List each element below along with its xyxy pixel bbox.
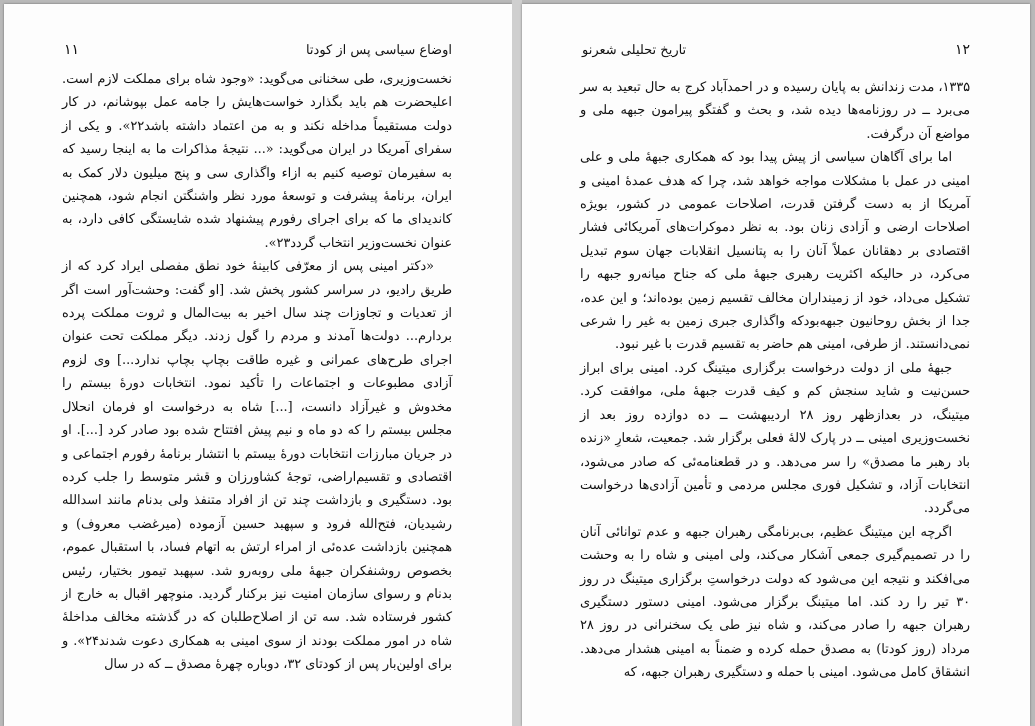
paragraph: ۱۳۳۵، مدت زندانش به پایان رسیده و در احمدآباد کرج به حال تبعید به سر می‌برد ــ در روزنامه‌ها دیده شد، و بحث و گفتگو پیرامون جبهه ملی و مواضع آن درگرفت.	[580, 80, 970, 142]
paragraph: اما برای آگاهان سیاسی از پیش پیدا بود که همکاری جبههٔ ملی و علی امینی در عمل با مشکلات مواجه خواهد شد، چرا که هدف عمدهٔ امینی و آمریکا از به دست گرفتن قدرت، اصلاحات عمومی در کشور، بویژه اصلاحات ارضی و آزادی زنان بود. به نظر دموکرات‌های آمریکائی فشار اقتصادی بر دهقانان عملاً آنان را به پتانسیل انقلابات جهان سوم تبدیل می‌کرد، در حالیکه اکثریت رهبری جبههٔ ملی که جناح میانه‌رو جبهه را تشکیل می‌داد، خود از زمینداران مخالف تقسیم زمین بوده‌اند؛ و این عده، جدا از بخش روحانیون جبهه‌بودکه واگذاری جبری زمین به غیر را شرعی نمی‌دانستند. از طرفی، امینی هم حاضر به تقسیم قدرت با غیر نبود.	[580, 150, 970, 353]
paragraph: اگرچه این میتینگ عظیم، بی‌برنامگی رهبران جبهه و عدم توانائی آنان را در تصمیم‌گیری جمعی آشکار می‌کند، ولی امینی و شاه را به وحشت می‌افکند و نتیجه این می‌شود که دولت درخواستِ برگزاری میتینگ در روز ۳۰ تیر را رد کند. اما میتینگ برگزار می‌شود. امینی دستور دستگیری رهبران جبهه را صادر می‌کند، و شاه نیز طی یک سخنرانی در روز ۲۸ مرداد (روز کودتا) به مصدق حمله کرده و ضمناً به امینی هشدار می‌دهد. انشقاق کامل می‌شود. امینی با حمله و دستگیری رهبران جبهه، که	[580, 524, 970, 681]
paragraph: نخست‌وزیری، طی سخنانی می‌گوید: «وجود شاه برای مملکت لازم است. اعلیحضرت هم باید بگذارد خواست‌هایش را جامه عمل بپوشانم، در کار دولت مستقیماً مداخله نکند و به من اعتماد داشته باشد۲۲». و یکی از سفرای آمریکا در ایران می‌گوید: «... نتیجهٔ مذاکرات ما به اینجا رسید که به سفیرمان توصیه کنیم به ازاء واگذاری سی و پنج میلیون دلار کمک به ایران، برنامهٔ پیشرفت و توسعهٔ مورد نظر واشنگتن انجام شود، همچنین کاندیدای ما که برای اجرای رفورم پیشنهاد شده شایستگی کافی دارد، به عنوان نخست‌وزیر انتخاب گردد۲۳».	[62, 72, 453, 251]
page-header	[582, 40, 970, 60]
left-page	[4, 4, 512, 726]
running-title: اوضاع سیاسی پس از کودتا	[305, 42, 452, 58]
page-gap	[512, 0, 522, 726]
page-body	[580, 76, 970, 685]
running-title: تاریخ تحلیلی شعرنو	[582, 42, 687, 58]
page-number: ۱۲	[954, 42, 970, 58]
paragraph: جبههٔ ملی از دولت درخواست برگزاری میتینگ کرد. امینی برای ابراز حسن‌نیت و شاید سنجش کم و کیف قدرت جبههٔ ملی، موافقت کرد. میتینگ، در بعدازظهر روز ۲۸ اردیبهشت ــ ده دوازده روز بعد از نخست‌وزیری امینی ــ در پارک لالهٔ فعلی برگزار شد. جمعیت، شعارِ «زنده باد رهبر ما مصدق» را سر می‌دهد. و در قطعنامه‌ئی که صادر می‌شود، انتخابات آزاد، و تشکیل فوری مجلس مردمی و تأمین آزادی‌ها درخواست می‌گردد.	[580, 360, 971, 517]
page-number: ۱۱	[64, 42, 80, 58]
page-body	[62, 68, 452, 677]
paragraph: «دکتر امینی پس از معرّفی کابینهٔ خود نطق مفصلی ایراد کرد که از طریق رادیو، در سراسر کشور پخش شد. [او گفت: وحشت‌آور است اگر از تعدیات و تجاوزات چند سال اخیر به بیت‌المال و ثروت مملکت پرده بردارم... دولت‌ها آمدند و مردم را گول زدند. دیگر مملکت تحت عنوان اجرای طرح‌های عمرانی و غیره طاقت بچاپ بچاپ ندارد...] وی لزوم آزادی مطبوعات و اجتماعات را تأکید نمود. انتخابات دورهٔ بیستم را مخدوش و غیرآزاد دانست، [...] شاه به درخواست او فرمان انحلال مجلس بیستم را که دو ماه و نیم پیش افتتاح شده بود صادر کرد [...]. او در جریان مبارزات انتخابات دورهٔ بیستم با انتشار برنامهٔ رفورم اجتماعی و اقتصادی و تقسیم‌اراضی، توجهٔ کشاورزان و قشر متوسط را جلب کرده بود. دستگیری و بازداشت چند تن از افراد متنفذ ولی بدنام مانند اسدالله رشیدیان، فتح‌الله فرود و سپهبد حسین آزموده (میرغضب معروف) و همچنین بازداشت عده‌ئی از امراء ارتش به اتهام فساد، با استقبال عموم، بخصوص روشنفکران جبههٔ ملی روبه‌رو شد. سپهبد تیمور بختیار، رئیس بدنام و رسوای سازمان امنیت نیز برکنار گردید. منوچهر اقبال به خارج از کشور فرستاده شد. سه تن از اصلاح‌طلبان که در گذشته مخالف مداخلهٔ شاه در امور مملکت بودند از سوی امینی به همکاری دعوت شدند۲۴». و برای اولین‌بار پس از کودتای ۳۲، دوباره چهرهٔ مصدق ــ که در سال	[62, 259, 452, 673]
page-header	[64, 40, 452, 60]
right-page	[522, 4, 1030, 726]
